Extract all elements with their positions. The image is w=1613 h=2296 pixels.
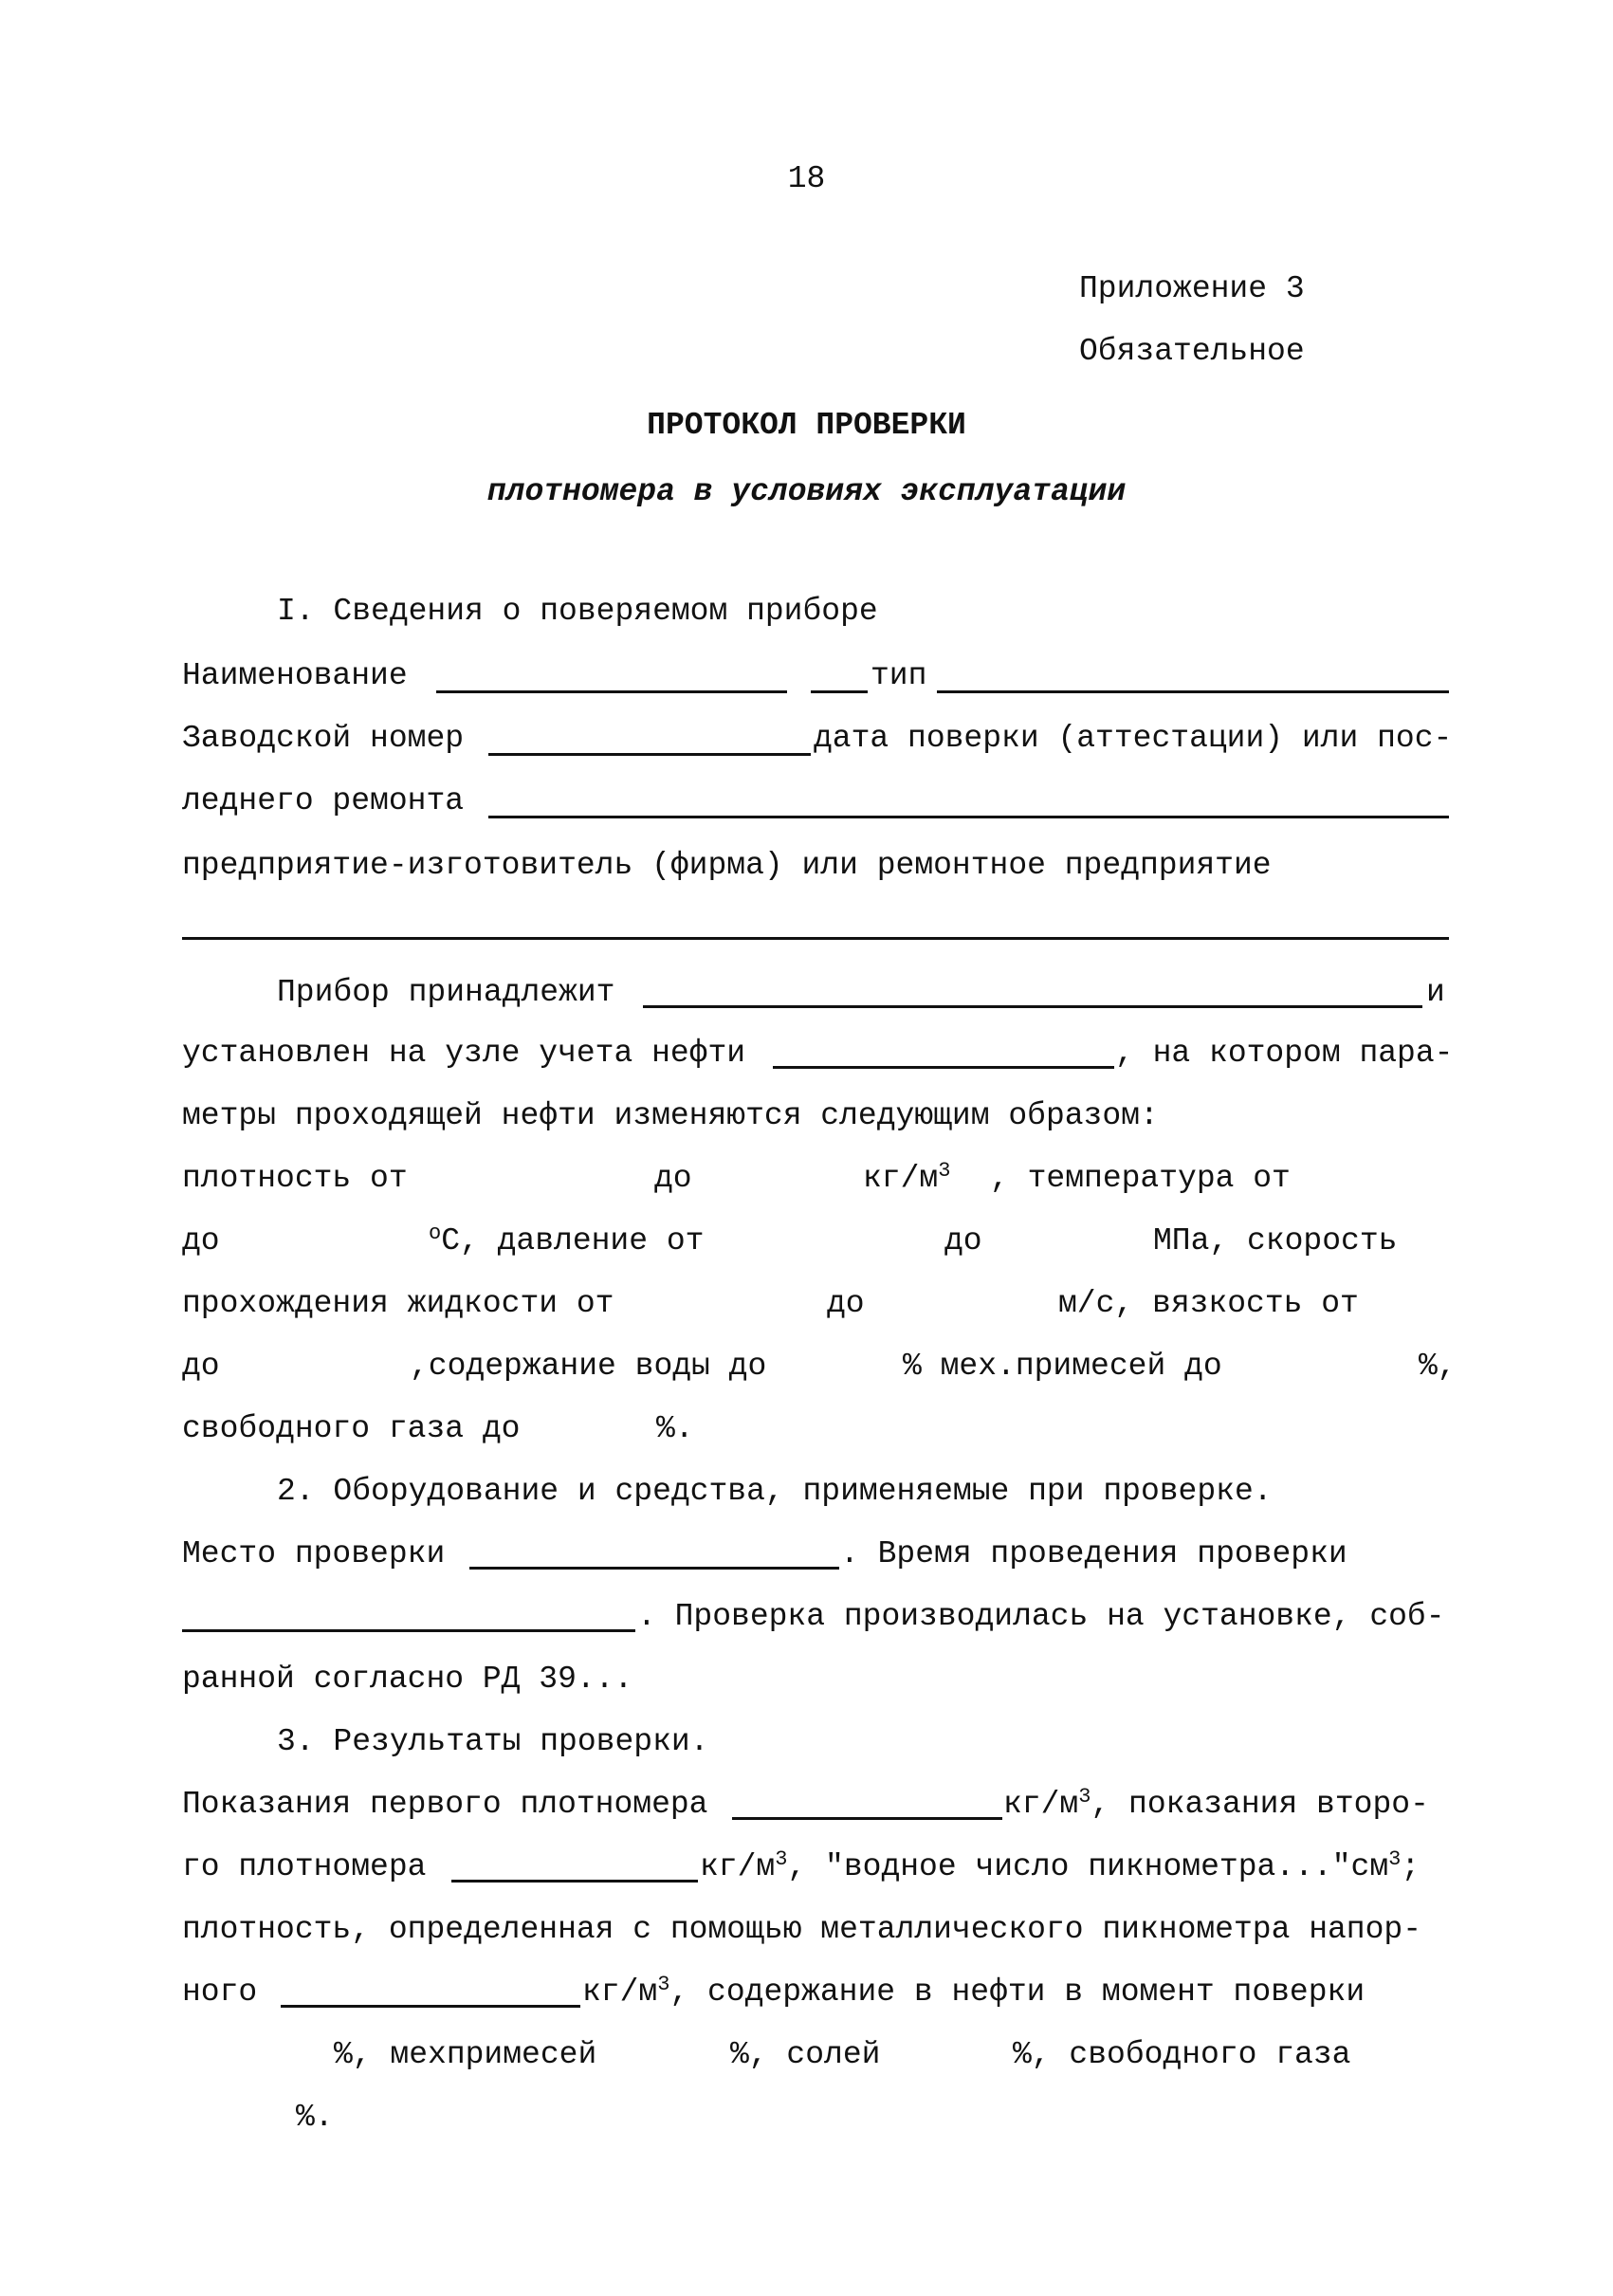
density-line: плотность, определенная с помощью металлического пикнометра напор- bbox=[182, 1912, 1422, 1947]
salts-label: %, солей bbox=[730, 2037, 881, 2072]
install-text: . Проверка производилась на установке, соб- bbox=[637, 1599, 1445, 1634]
pressure-to: до bbox=[944, 1223, 982, 1258]
installed-field[interactable] bbox=[773, 1066, 1114, 1069]
section1-heading: I. Сведения о поверяемом приборе bbox=[277, 594, 878, 629]
content-tail: $кг/м^3$, содержание в нефти в момент поверки bbox=[582, 1973, 1366, 2010]
repair-field[interactable] bbox=[488, 816, 1449, 818]
owner-field[interactable] bbox=[643, 1005, 1422, 1008]
place-label: Место проверки bbox=[182, 1536, 446, 1571]
type-label: тип bbox=[871, 658, 927, 693]
pycnometer-field[interactable] bbox=[281, 2005, 580, 2008]
installed-tail: , на котором пара- bbox=[1115, 1036, 1454, 1071]
name-field-extra[interactable] bbox=[811, 690, 868, 693]
page-number: 18 bbox=[787, 161, 826, 196]
free-gas: свободного газа до bbox=[182, 1411, 521, 1446]
date-label: дата поверки (аттестации) или пос- bbox=[814, 721, 1453, 756]
type-field[interactable] bbox=[937, 690, 1449, 693]
section3-heading: 3. Результаты проверки. bbox=[277, 1724, 709, 1759]
section2-heading: 2. Оборудование и средства, применяемые при проверке. bbox=[277, 1474, 1273, 1509]
manufacturer-label: предприятие-изготовитель (фирма) или ремонтное предприятие bbox=[182, 848, 1272, 883]
params-line: метры проходящей нефти изменяются следующим образом: bbox=[182, 1098, 1159, 1133]
appendix-title: Приложение 3 bbox=[1079, 271, 1305, 306]
time-label: . Время проведения проверки bbox=[840, 1536, 1347, 1571]
temp-to: до bbox=[182, 1223, 220, 1258]
first-meter-label: Показания первого плотномера bbox=[182, 1787, 708, 1822]
viscosity-to: до bbox=[182, 1349, 220, 1384]
appendix-status: Обязательное bbox=[1079, 334, 1305, 369]
first-meter-field[interactable] bbox=[732, 1817, 1002, 1820]
pressure-word: ного bbox=[182, 1975, 258, 2010]
temperature-from: , температура от bbox=[990, 1161, 1291, 1196]
density-to: до bbox=[654, 1161, 692, 1196]
protocol-subtitle: плотномера в условиях эксплуатации bbox=[486, 474, 1127, 509]
second-meter-unit: $кг/м^3$, "водное число $пикнометра..."см^3$; bbox=[700, 1847, 1421, 1884]
mech-impurities: % мех.примесей до bbox=[903, 1349, 1222, 1384]
density-unit: $кг/м^3$ bbox=[863, 1159, 951, 1196]
water-content: ,содержание воды до bbox=[410, 1349, 767, 1384]
free-gas-percent: %. bbox=[656, 1411, 694, 1446]
owner-label: Прибор принадлежит bbox=[277, 975, 615, 1010]
owner-and: и bbox=[1426, 975, 1445, 1010]
install-text-2: ранной согласно РД 39... bbox=[182, 1662, 633, 1697]
installed-label: установлен на узле учета нефти bbox=[182, 1036, 746, 1071]
name-label: Наименование bbox=[182, 658, 408, 693]
repair-label: леднего ремонта bbox=[182, 783, 465, 818]
protocol-title: ПРОТОКОЛ ПРОВЕРКИ bbox=[647, 408, 966, 443]
ms-viscosity: м/с, вязкость от bbox=[1058, 1286, 1359, 1321]
end-percent: %. bbox=[296, 2100, 334, 2135]
manufacturer-field[interactable] bbox=[182, 937, 1449, 940]
serial-field[interactable] bbox=[488, 753, 811, 756]
serial-label: Заводской номер bbox=[182, 721, 465, 756]
name-field[interactable] bbox=[436, 690, 787, 693]
percent-comma: %, bbox=[1419, 1349, 1457, 1384]
first-meter-unit: $кг/м^3$, показания второ- bbox=[1003, 1785, 1429, 1822]
flow-to: до bbox=[827, 1286, 865, 1321]
mech-label: %, мехпримесей bbox=[334, 2037, 597, 2072]
free-gas-label: %, свободного газа bbox=[1013, 2037, 1351, 2072]
second-meter-label: го плотномера bbox=[182, 1849, 427, 1884]
time-field[interactable] bbox=[182, 1629, 635, 1632]
density-from: плотность от bbox=[182, 1161, 408, 1196]
place-field[interactable] bbox=[469, 1567, 839, 1570]
second-meter-field[interactable] bbox=[451, 1880, 698, 1883]
flow-from: прохождения жидкости от bbox=[182, 1286, 614, 1321]
mpa-speed: МПа, скорость bbox=[1153, 1223, 1398, 1258]
celsius-pressure: $^о$С, давление от bbox=[429, 1221, 705, 1258]
